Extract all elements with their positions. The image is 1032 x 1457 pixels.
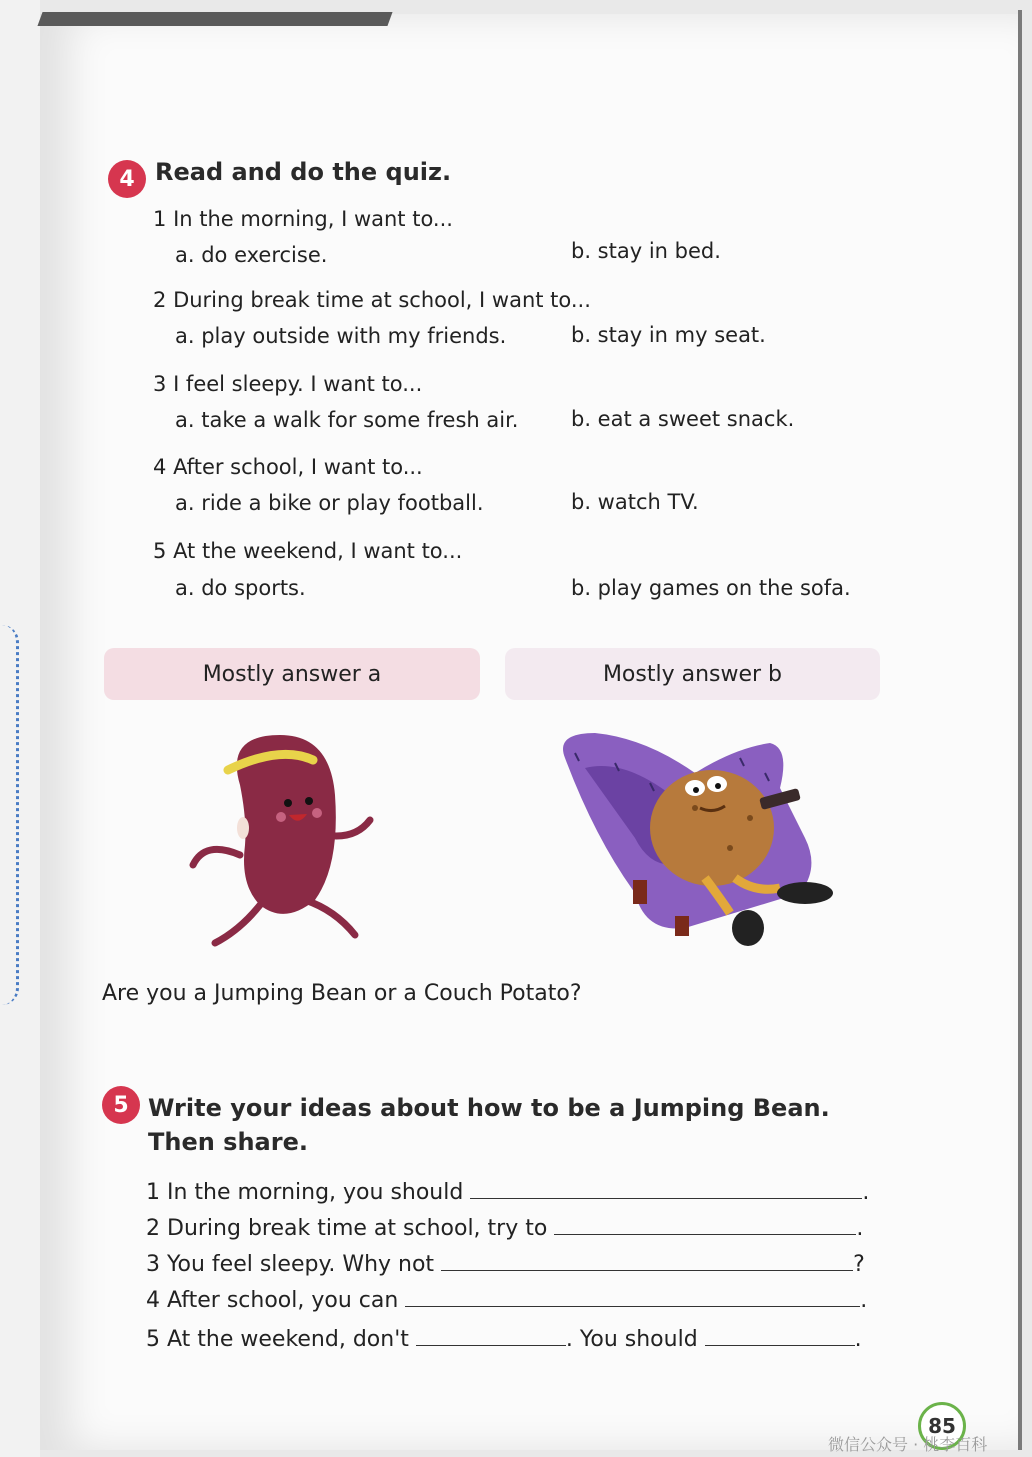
question-text: I feel sleepy. I want to... xyxy=(173,372,423,396)
answer-blank-5a[interactable] xyxy=(416,1325,566,1346)
option-a[interactable]: a. take a walk for some fresh air. xyxy=(175,408,519,432)
line-text: In the morning, you should xyxy=(167,1180,464,1205)
question-text: In the morning, I want to... xyxy=(173,207,453,231)
question-number: 3 xyxy=(153,372,167,396)
line-end: . xyxy=(854,1327,862,1352)
question-number: 4 xyxy=(153,455,167,479)
option-a[interactable]: a. play outside with my friends. xyxy=(175,324,507,348)
mostly-answer-a-label: Mostly answer a xyxy=(202,661,382,687)
option-b[interactable]: b. watch TV. xyxy=(571,490,699,514)
line-number: 4 xyxy=(146,1288,160,1313)
line-end: . xyxy=(860,1288,868,1313)
mostly-answer-a-pill xyxy=(104,648,480,700)
line-number: 2 xyxy=(146,1216,160,1241)
option-b[interactable]: b. play games on the sofa. xyxy=(571,576,851,600)
jumping-bean-icon xyxy=(193,735,370,943)
writing-line-5 xyxy=(146,1325,862,1352)
writing-line-2 xyxy=(146,1214,863,1241)
line-text: At the weekend, don't xyxy=(167,1327,409,1352)
quiz-result-question: Are you a Jumping Bean or a Couch Potato? xyxy=(102,981,582,1006)
page-right-edge xyxy=(1018,10,1022,1450)
line-text: You feel sleepy. Why not xyxy=(167,1252,435,1277)
line-text: During break time at school, try to xyxy=(167,1216,548,1241)
line-end: ? xyxy=(853,1252,865,1277)
writing-line-4 xyxy=(146,1286,867,1313)
option-b[interactable]: b. stay in bed. xyxy=(571,239,721,263)
answer-blank-5b[interactable] xyxy=(705,1325,855,1346)
question-number: 5 xyxy=(153,539,167,563)
jumping-bean-illustration xyxy=(185,725,385,955)
question-text: During break time at school, I want to... xyxy=(173,288,591,312)
answer-blank-1[interactable] xyxy=(470,1178,862,1199)
section-4-badge: 4 xyxy=(108,160,146,198)
option-a[interactable]: a. do sports. xyxy=(175,576,306,600)
watermark-text: 微信公众号 · 桃李百科 xyxy=(828,1435,988,1454)
option-a[interactable]: a. ride a bike or play football. xyxy=(175,491,484,515)
line-text: After school, you can xyxy=(167,1288,399,1313)
question-number: 1 xyxy=(153,207,167,231)
writing-line-1 xyxy=(146,1178,869,1205)
question-number: 2 xyxy=(153,288,167,312)
section-5-badge: 5 xyxy=(102,1086,140,1124)
line-number: 1 xyxy=(146,1180,160,1205)
question-text: After school, I want to... xyxy=(173,455,423,479)
line-number: 3 xyxy=(146,1252,160,1277)
dotted-border xyxy=(2,625,19,1005)
writing-line-3 xyxy=(146,1250,865,1277)
line-number: 5 xyxy=(146,1327,160,1352)
option-a[interactable]: a. do exercise. xyxy=(175,243,328,267)
answer-blank-4[interactable] xyxy=(405,1286,860,1307)
section-5-title-line1: Write your ideas about how to be a Jumping Bean. xyxy=(148,1094,830,1122)
couch-potato-illustration xyxy=(555,728,840,948)
mostly-answer-b-pill xyxy=(505,648,880,700)
option-b[interactable]: b. stay in my seat. xyxy=(571,323,766,347)
line-end: . xyxy=(862,1180,870,1205)
line-end: . xyxy=(856,1216,864,1241)
option-b[interactable]: b. eat a sweet snack. xyxy=(571,407,795,431)
couch-potato-icon xyxy=(563,733,833,946)
line-text-2: . You should xyxy=(565,1327,698,1352)
answer-blank-3[interactable] xyxy=(441,1250,853,1271)
page-number: 85 xyxy=(918,1402,966,1450)
section-5-title-line2: Then share. xyxy=(148,1128,308,1156)
answer-blank-2[interactable] xyxy=(554,1214,856,1235)
mostly-answer-b-label: Mostly answer b xyxy=(602,661,783,687)
question-text: At the weekend, I want to... xyxy=(173,539,463,563)
page-top-shadow xyxy=(37,12,392,26)
section-4-title: Read and do the quiz. xyxy=(155,158,452,186)
